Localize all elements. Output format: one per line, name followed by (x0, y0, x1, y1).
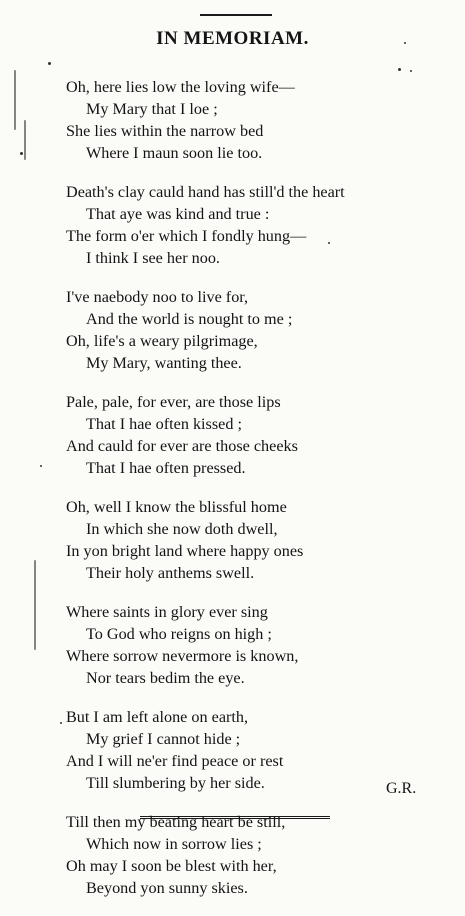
poem-line: My grief I cannot hide ; (86, 730, 241, 748)
stanza (66, 391, 456, 479)
poem-line: And I will ne'er find peace or rest (66, 752, 284, 770)
stanza (66, 811, 456, 899)
print-speck (40, 465, 42, 467)
poem-title: IN MEMORIAM. (156, 28, 309, 49)
print-speck (404, 42, 406, 44)
print-speck (328, 242, 330, 244)
poem-line: My Mary that I loe ; (86, 100, 218, 118)
poem-line: Till slumbering by her side. (86, 774, 265, 792)
poem-line: That I hae often pressed. (86, 459, 246, 477)
print-speck (48, 62, 51, 65)
margin-mark (14, 70, 16, 130)
poem-line: The form o'er which I fondly hung— (66, 227, 307, 245)
poem-line: And the world is nought to me ; (86, 310, 293, 328)
poem-line: That I hae often kissed ; (86, 415, 242, 433)
poem-line: Oh, well I know the blissful home (66, 498, 287, 516)
poem-line: Pale, pale, for ever, are those lips (66, 393, 281, 411)
margin-mark (24, 120, 26, 160)
print-speck (398, 68, 401, 71)
poem-line: Which now in sorrow lies ; (86, 835, 262, 853)
top-rule (200, 14, 272, 16)
poem-line: She lies within the narrow bed (66, 122, 264, 140)
stanza (66, 286, 456, 374)
poem-line: And cauld for ever are those cheeks (66, 437, 298, 455)
poem-line: That aye was kind and true : (86, 205, 270, 223)
stanza (66, 496, 456, 584)
poem-line: Oh may I soon be blest with her, (66, 857, 277, 875)
print-speck (60, 722, 62, 724)
poem-line: In yon bright land where happy ones (66, 542, 304, 560)
bottom-rule (140, 816, 330, 819)
poem-line: Till then my beating heart be still, (66, 813, 286, 831)
poem-line: My Mary, wanting thee. (86, 354, 242, 372)
poem-line: I think I see her noo. (86, 249, 220, 267)
poem-line: In which she now doth dwell, (86, 520, 278, 538)
author-signature: G.R. (386, 780, 417, 797)
poem-line: I've naebody noo to live for, (66, 288, 249, 306)
poem-line: To God who reigns on high ; (86, 625, 272, 643)
poem-line: But I am left alone on earth, (66, 708, 249, 726)
poem-line: Death's clay cauld hand has still'd the heart (66, 183, 345, 201)
stanza (66, 76, 456, 164)
poem-line: Beyond yon sunny skies. (86, 879, 248, 897)
poem-line: Oh, life's a weary pilgrimage, (66, 332, 258, 350)
poem-line: Oh, here lies low the loving wife— (66, 78, 295, 96)
print-speck (410, 70, 412, 72)
stanza (66, 181, 456, 269)
print-speck (20, 152, 23, 155)
poem-line: Where saints in glory ever sing (66, 603, 268, 621)
poem-line: Where I maun soon lie too. (86, 144, 263, 162)
poem-line: Where sorrow nevermore is known, (66, 647, 299, 665)
poem-line: Their holy anthems swell. (86, 564, 255, 582)
stanza (66, 601, 456, 689)
poem-line: Nor tears bedim the eye. (86, 669, 245, 687)
margin-mark (34, 560, 36, 650)
